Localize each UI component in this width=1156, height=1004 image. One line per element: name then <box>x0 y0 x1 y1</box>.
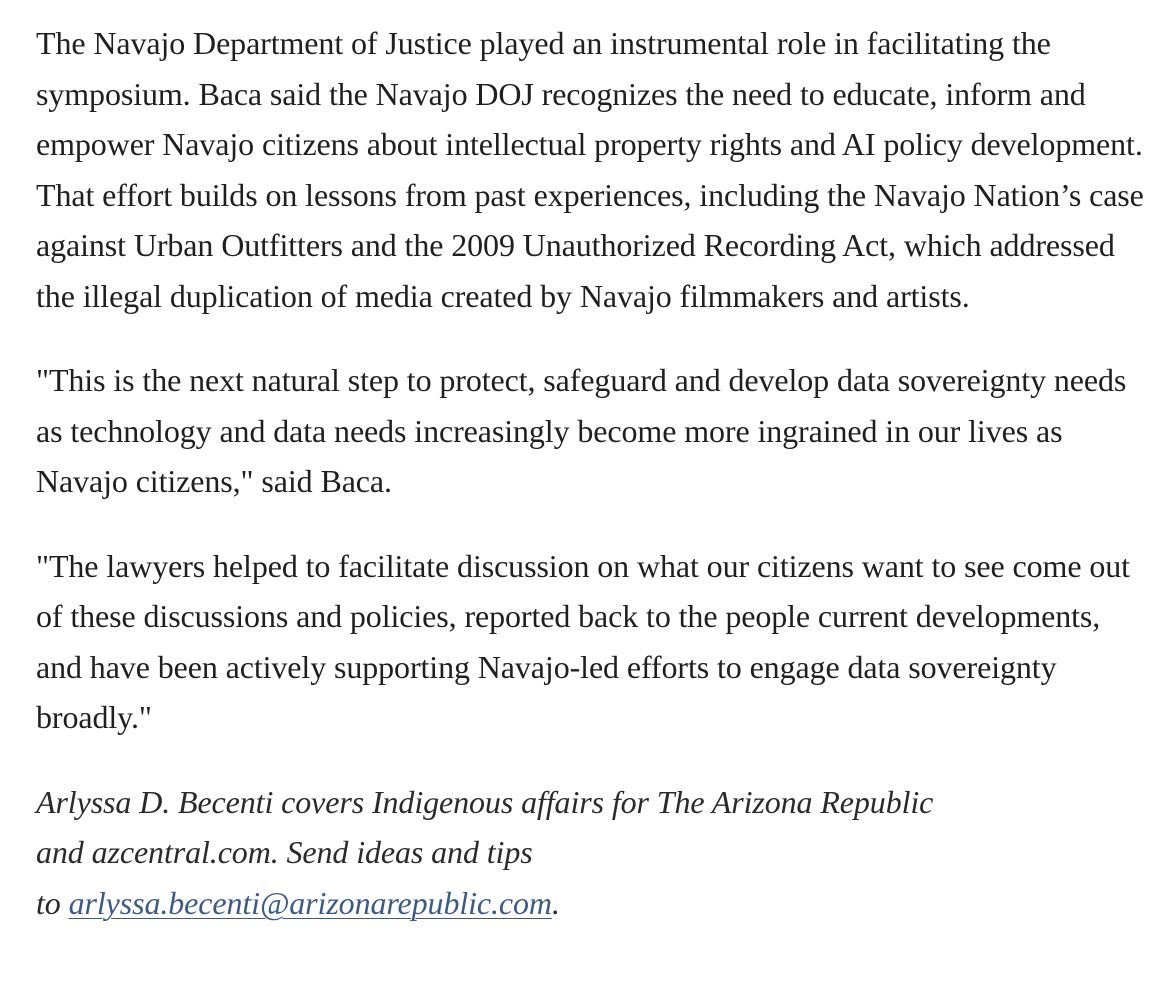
paragraph-lawyers-quote: "The lawyers helped to facilitate discussion on what our citizens want to see come out of these discussions and policies, reported back to the people current developments, and have been actively supporting Navajo-led efforts to engage data sovereignty broadly." <box>36 547 1130 735</box>
author-email-link[interactable]: arlyssa.becenti@arizonarepublic.com <box>68 884 552 921</box>
paragraph-baca-quote: "This is the next natural step to protect, safeguard and develop data sovereignty needs as technology and data needs increasingly become more ingrained in our lives as Navajo citizens," said Baca. <box>36 362 1127 499</box>
article-body <box>36 18 1146 962</box>
author-byline <box>36 777 1146 929</box>
byline-line-1: Arlyssa D. Becenti covers Indigenous affairs for The Arizona Republic <box>36 783 934 820</box>
paragraph-doj-role: The Navajo Department of Justice played an instrumental role in facilitating the symposium. Baca said the Navajo DOJ recognizes the need to educate, inform and empower Navajo citizens about intellectual property rights and AI policy development. That effort builds on lessons from past experiences, including the Navajo Nation’s case against Urban Outfitters and the 2009 Unauthorized Recording Act, which addressed the illegal duplication of media created by Navajo filmmakers and artists. <box>36 25 1144 314</box>
byline-to-prefix: to <box>36 884 69 921</box>
byline-line-2: and azcentral.com. Send ideas and tips <box>36 834 533 870</box>
byline-period: . <box>551 884 560 921</box>
